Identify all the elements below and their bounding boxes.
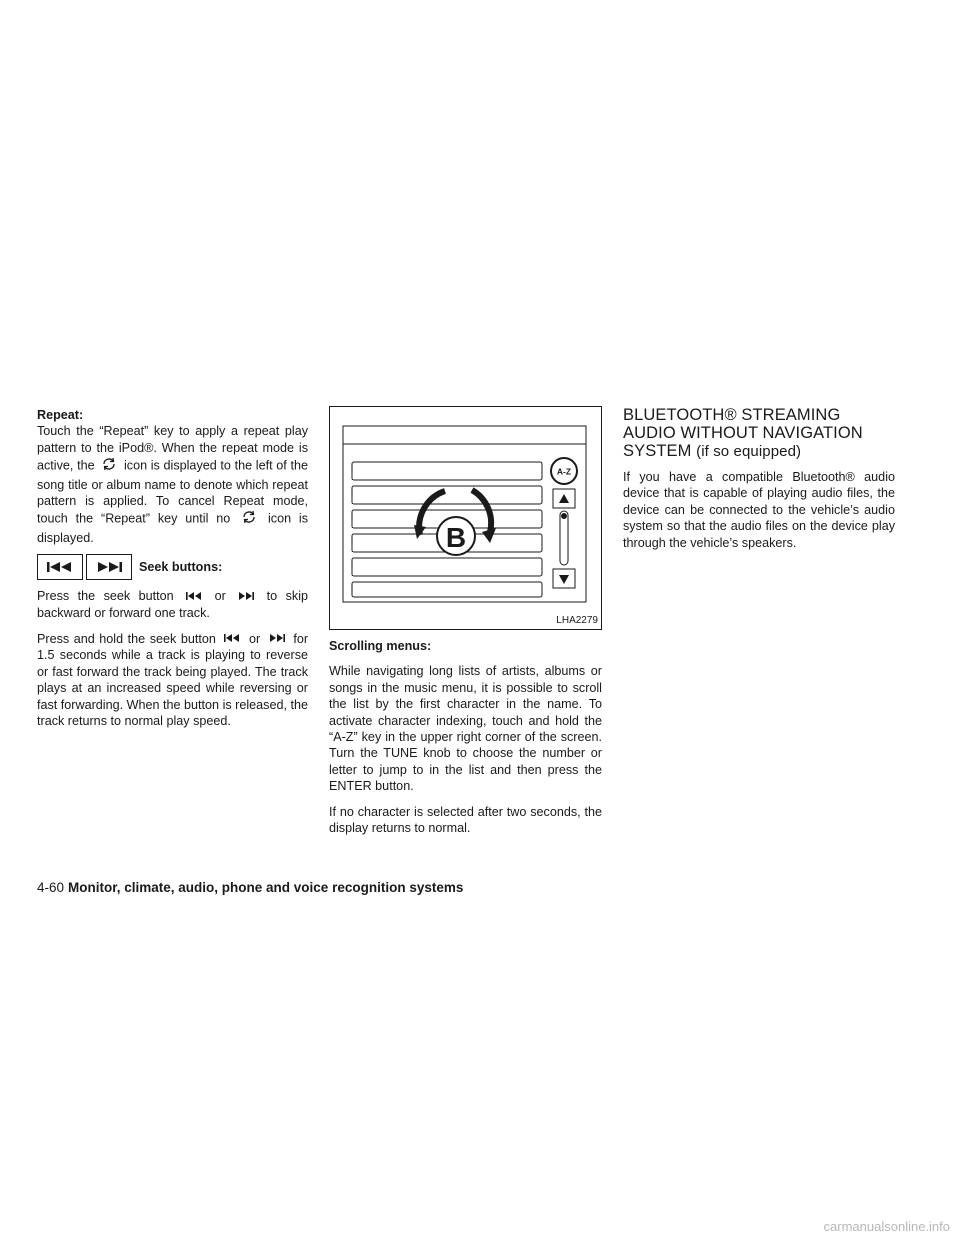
skip-forward-icon (268, 631, 286, 647)
svg-text:B: B (445, 522, 467, 553)
repeat-icon (101, 456, 117, 476)
bluetooth-title-sub: (if so equipped) (696, 443, 802, 460)
scrollbar-track (560, 511, 568, 565)
repeat-text-a: Touch the “Repeat” key to apply a repeat play pattern to the iPod®. When the repeat mode is active, the (37, 424, 308, 473)
screen-illustration (330, 407, 601, 629)
skip-forward-icon (237, 589, 255, 605)
seek-hold-or: or (249, 631, 261, 646)
az-key (551, 458, 577, 484)
arrow-head-left (414, 525, 426, 539)
repeat-text-c: icon is displayed. (37, 511, 309, 545)
scroll-up-button (553, 489, 575, 508)
scrolling-menu-figure (329, 406, 602, 630)
skip-forward-icon (94, 560, 124, 574)
skip-back-icon (185, 589, 203, 605)
repeat-heading: Repeat: (37, 408, 84, 422)
scrolling-paragraph-2: If no character is selected after two seconds, the display returns to normal. (329, 804, 602, 836)
skip-back-icon (223, 631, 241, 647)
seek-heading-row (37, 554, 308, 580)
column-right (623, 406, 895, 551)
watermark: carmanualsonline.info (823, 1219, 950, 1234)
seek-text-a: Press the seek button (37, 589, 174, 604)
scroll-down-button (553, 569, 575, 588)
seek-heading: Seek buttons: (139, 560, 223, 575)
seek-paragraph-2 (37, 631, 308, 730)
bluetooth-paragraph: If you have a compatible Bluetooth® audio device that is capable of playing audio files, the device can be connected to the vehicle’s audio system so that the audio files on the device play through the vehicle’s speakers. (623, 470, 895, 550)
seek-text-b: to skip backward or forward one track. (37, 589, 309, 621)
repeat-paragraph (37, 423, 308, 546)
column-middle (329, 406, 602, 836)
column-left (37, 407, 308, 729)
scrolling-paragraph-1: While navigating long lists of artists, albums or songs in the music menu, it is possible to scroll the list by the first character in the name. To activate character indexing, touch and hold the “A-Z” key in the upper right corner of the screen. Turn the TUNE knob to choose the number or letter to jump to in the list and then press the ENTER button. (329, 664, 602, 794)
scrolling-heading: Scrolling menus: (329, 639, 432, 653)
bluetooth-title-main: BLUETOOTH® STREAMING AUDIO WITHOUT NAVIGATION SYSTEM (623, 406, 863, 460)
chapter-title: Monitor, climate, audio, phone and voice recognition systems (68, 880, 464, 895)
figure-code: LHA2279 (556, 615, 598, 626)
page-footer (37, 880, 463, 896)
seek-forward-button-illustration (86, 554, 132, 580)
arrow-head-right (482, 528, 496, 543)
seek-hold-text-b: for 1.5 seconds while a track is playing to reverse or fast forward the track being played. The track plays at an increased speed while reversing or fast forwarding. When the button is released, the track returns to normal play speed. (37, 631, 309, 729)
page-number: 4-60 (37, 880, 65, 895)
bluetooth-section-title (623, 406, 895, 461)
seek-back-button-illustration (37, 554, 83, 580)
repeat-icon (241, 509, 257, 529)
svg-text:A-Z: A-Z (556, 466, 572, 477)
knob-callout (437, 517, 475, 555)
seek-paragraph-1 (37, 588, 308, 621)
seek-hold-text-a: Press and hold the seek button (37, 631, 216, 646)
skip-back-icon (45, 560, 75, 574)
repeat-text-b: icon is displayed to the left of the song title or album name to denote which repeat pattern is applied. To cancel Repeat mode, touch the “Repeat” key until no (37, 458, 308, 526)
seek-or: or (214, 589, 226, 604)
